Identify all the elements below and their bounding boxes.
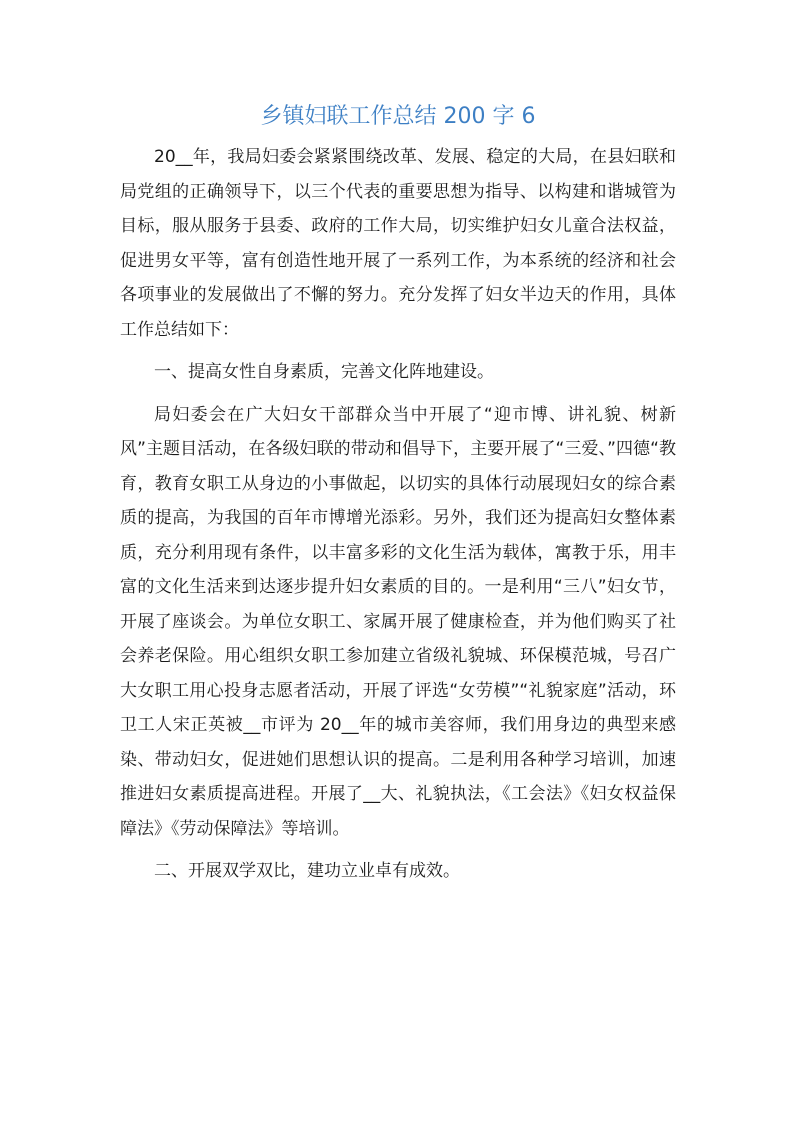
document-page: [120, 100, 676, 897]
paragraph-intro: 20__年，我局妇委会紧紧围绕改革、发展、稳定的大局，在县妇联和局党组的正确领导下，以三个代表的重要思想为指导、以构建和谐城管为目标，服从服务于县委、政府的工作大局，切实维护妇女儿童合法权益，促进男女平等，富有创造性地开展了一系列工作，为本系统的经济和社会各项事业的发展做出了不懈的努力。充分发挥了妇女半边天的作用，具体工作总结如下：: [120, 147, 676, 340]
section-heading-1: 一、提高女性自身素质，完善文化阵地建设。: [154, 362, 494, 382]
section-heading-2: 二、开展双学双比，建功立业卓有成效。: [154, 861, 460, 881]
document-title: 乡镇妇联工作总结 200 字 6: [260, 104, 536, 129]
paragraph-section-1: 局妇委会在广大妇女干部群众当中开展了“迎市博、讲礼貌、树新风”主题目活动，在各级妇联的带动和倡导下，主要开展了“三爱、”四德“教育，教育女职工从身边的小事做起，以切实的具体行动展现妇女的综合素质的提高，为我国的百年市博增光添彩。另外，我们还为提高妇女整体素质，充分利用现有条件，以丰富多彩的文化生活为载体，寓教于乐，用丰富的文化生活来到达逐步提升妇女素质的目的。一是利用“三八”妇女节，开展了座谈会。为单位女职工、家属开展了健康检查，并为他们购买了社会养老保险。用心组织女职工参加建立省级礼貌城、环保模范城，号召广大女职工用心投身志愿者活动，开展了评选“女劳模”“礼貌家庭”活动，环卫工人宋正英被__市评为 20__年的城市美容师，我们用身边的典型来感染、带动妇女，促进她们思想认识的提高。二是利用各种学习培训，加速推进妇女素质提高进程。开展了__大、礼貌执法，《工会法》《妇女权益保障法》《劳动保障法》等培训。: [120, 404, 676, 839]
